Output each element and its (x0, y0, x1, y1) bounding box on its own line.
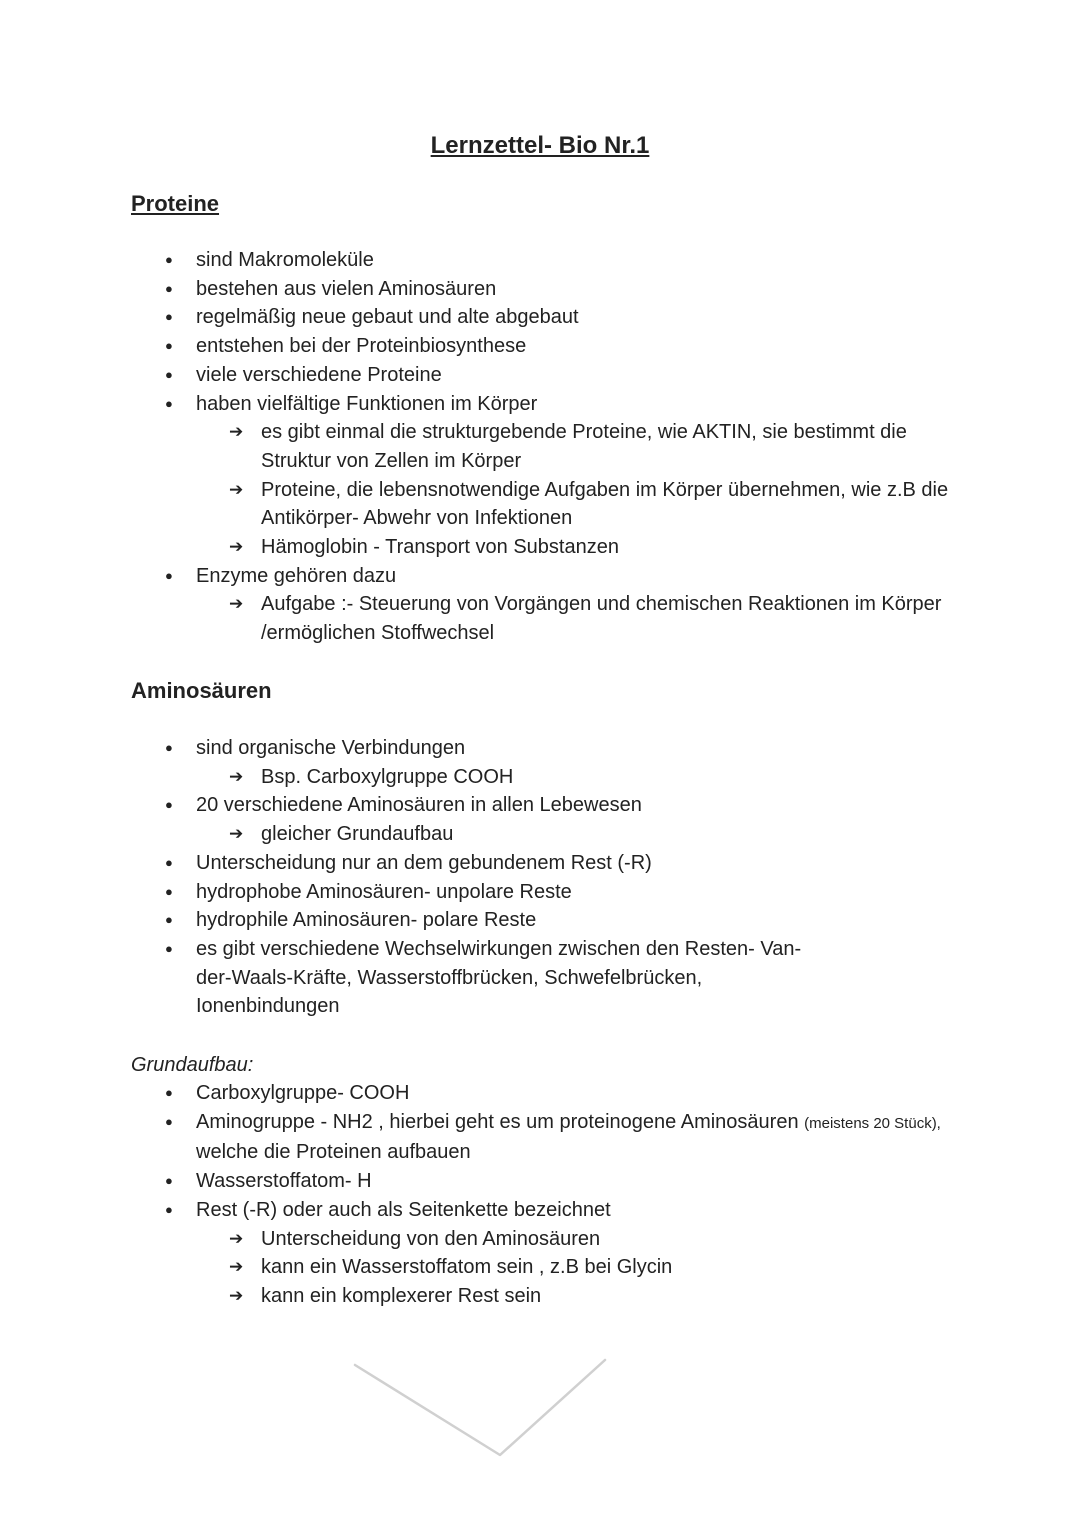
grundaufbau-list (0, 1079, 1000, 1311)
sub-list (196, 1225, 956, 1311)
section-heading-aminosaeuren: Aminosäuren (131, 678, 272, 703)
small-note: (meistens 20 Stück), (804, 1114, 941, 1132)
list-item: ● hydrophobe Aminosäuren- unpolare Reste (0, 878, 956, 907)
sub-list-item: ➔ Unterscheidung von den Aminosäuren (196, 1225, 951, 1254)
list-item: ● hydrophile Aminosäuren- polare Reste (0, 906, 956, 935)
page-title: Lernzettel- Bio Nr.1 (430, 132, 650, 159)
section-heading-proteine: Proteine (131, 191, 220, 216)
sub-list-item: ➔ es gibt einmal die strukturgebende Proteine, wie AKTIN, sie bestimmt die Struktur von Zellen im Körper (196, 418, 951, 475)
sub-list-item: ➔ Hämoglobin - Transport von Substanzen (196, 533, 951, 562)
sub-list-item: ➔ Bsp. Carboxylgruppe COOH (196, 763, 951, 792)
list-item: ● Unterscheidung nur an dem gebundenem Rest (-R) (0, 849, 956, 878)
list-item: ● es gibt verschiedene Wechselwirkungen zwischen den Resten- Van-der-Waals-Kräfte, Wasserstoffbrücken, Schwefelbrücken, Ionenbindungen (0, 935, 836, 1021)
list-item: ● Carboxylgruppe- COOH (0, 1079, 956, 1108)
sub-list-item: ➔ Proteine, die lebensnotwendige Aufgaben im Körper übernehmen, wie z.B die Antikörper- Abwehr von Infektionen (196, 476, 951, 533)
list-item: ● sind organische Verbindungen ➔ Bsp. Carboxylgruppe COOH (0, 734, 956, 791)
subsection-heading-grundaufbau: Grundaufbau: (131, 1054, 254, 1076)
list-item: ● viele verschiedene Proteine (0, 361, 956, 390)
sub-list-item: ➔ kann ein komplexerer Rest sein (196, 1282, 951, 1311)
list-item: ● bestehen aus vielen Aminosäuren (0, 275, 956, 304)
sub-list (196, 763, 956, 792)
sub-list-item: ➔ gleicher Grundaufbau (196, 820, 951, 849)
list-item: ● Aminogruppe - NH2 , hierbei geht es um proteinogene Aminosäuren (meistens 20 Stück), welche die Proteinen aufbauen (0, 1108, 946, 1167)
list-item: ● 20 verschiedene Aminosäuren in allen Lebewesen ➔ gleicher Grundaufbau (0, 791, 956, 848)
list-item: ● sind Makromoleküle (0, 246, 956, 275)
list-item: ● Wasserstoffatom- H (0, 1167, 956, 1196)
sub-list (196, 820, 956, 849)
sub-list-item: ➔ Aufgabe :- Steuerung von Vorgängen und chemischen Reaktionen im Körper /ermöglichen Stoffwechsel (196, 590, 951, 647)
chevron-down-icon (350, 1355, 610, 1465)
list-item: ● Rest (-R) oder auch als Seitenkette bezeichnet ➔ Unterscheidung von den Aminosäuren ➔ kann ein Wasserstoffatom sein , z.B bei Glycin ➔ kann ein komplexerer Rest sein (0, 1196, 956, 1311)
list-item: ● Enzyme gehören dazu ➔ Aufgabe :- Steuerung von Vorgängen und chemischen Reaktionen im Körper /ermöglichen Stoffwechsel (0, 562, 956, 648)
list-item: ● haben vielfältige Funktionen im Körper ➔ es gibt einmal die strukturgebende Proteine, wie AKTIN, sie bestimmt die Struktur von Zellen im Körper ➔ Proteine, die lebensnotwendige Aufgaben im Körper übernehmen, wie z.B die Antikörper- Abwehr von Infektionen ➔ Hämoglobin - Transport von Substanzen (0, 390, 956, 562)
sub-list (196, 418, 956, 562)
sub-list-item: ➔ kann ein Wasserstoffatom sein , z.B bei Glycin (196, 1253, 951, 1282)
sub-list (196, 590, 956, 647)
list-item: ● entstehen bei der Proteinbiosynthese (0, 332, 956, 361)
list-item: ● regelmäßig neue gebaut und alte abgebaut (0, 303, 956, 332)
proteine-list (0, 246, 1000, 648)
aminosaeuren-list (0, 734, 1000, 1021)
